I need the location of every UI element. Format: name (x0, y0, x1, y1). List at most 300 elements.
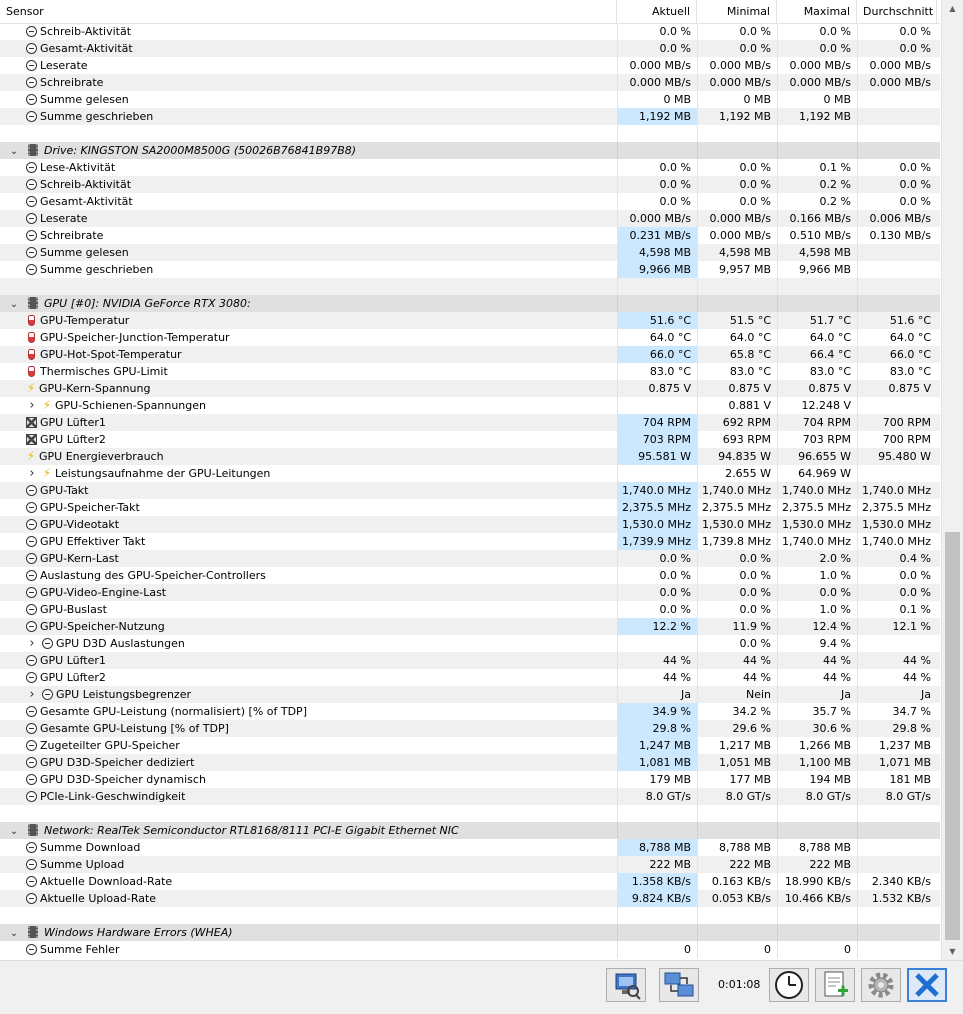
sensor-name (26, 40, 626, 57)
clock-icon (770, 969, 808, 1001)
collapse-chevron-icon[interactable]: ⌄ (9, 146, 19, 157)
clock-button[interactable] (769, 968, 809, 1002)
sensor-row[interactable] (0, 635, 940, 652)
header-current[interactable]: Aktuell (617, 0, 697, 23)
gauge-icon (26, 859, 37, 870)
value-minimum: 44 % (697, 669, 777, 686)
sensor-row[interactable] (0, 533, 940, 550)
value-minimum: 34.2 % (697, 703, 777, 720)
header-sensor[interactable]: Sensor (0, 0, 617, 23)
value-current: 0.000 MB/s (617, 57, 697, 74)
sensor-row[interactable] (0, 499, 940, 516)
value-current: 4,598 MB (617, 244, 697, 261)
sensor-group-header[interactable] (0, 924, 940, 941)
value-current: 1.358 KB/s (617, 873, 697, 890)
value-average (857, 91, 937, 108)
sensor-row[interactable] (0, 771, 940, 788)
sensor-name (26, 584, 626, 601)
value-minimum: 0.0 % (697, 176, 777, 193)
value-current (617, 397, 697, 414)
sensor-row[interactable] (0, 108, 940, 125)
value-current: 0.000 MB/s (617, 210, 697, 227)
expand-chevron-icon[interactable]: › (29, 398, 35, 413)
value-minimum: 8.0 GT/s (697, 788, 777, 805)
sensor-name (26, 839, 626, 856)
sensor-row[interactable] (0, 74, 940, 91)
gauge-icon (42, 689, 53, 700)
sensor-row[interactable] (0, 516, 940, 533)
value-average: 44 % (857, 669, 937, 686)
value-current: 0.000 MB/s (617, 74, 697, 91)
value-average: 0.0 % (857, 23, 937, 40)
gauge-icon (26, 247, 37, 258)
value-average: 0.130 MB/s (857, 227, 937, 244)
value-minimum (697, 924, 777, 941)
value-maximum: 1,530.0 MHz (777, 516, 857, 533)
sensor-name (26, 652, 626, 669)
sensor-row[interactable] (0, 856, 940, 873)
gauge-icon (26, 485, 37, 496)
settings-button[interactable] (861, 968, 901, 1002)
value-average (857, 108, 937, 125)
value-minimum: 0.0 % (697, 584, 777, 601)
value-maximum: 0.2 % (777, 193, 857, 210)
value-average (857, 635, 937, 652)
value-minimum: 0.000 MB/s (697, 210, 777, 227)
sensor-row[interactable] (0, 686, 940, 703)
collapse-chevron-icon[interactable]: ⌄ (9, 928, 19, 939)
sensor-name (26, 686, 626, 703)
row-label: Gesamte GPU-Leistung (normalisiert) [% of TDP] (40, 705, 307, 718)
close-icon (909, 970, 945, 1000)
row-label: Summe gelesen (40, 246, 129, 259)
sensor-name (26, 363, 626, 380)
fan-icon (26, 417, 37, 428)
row-label: GPU-Speicher-Takt (40, 501, 140, 514)
sensor-name (26, 346, 626, 363)
row-label: GPU-Schienen-Spannungen (55, 399, 206, 412)
value-current: 704 RPM (617, 414, 697, 431)
row-label: Windows Hardware Errors (WHEA) (44, 926, 233, 939)
row-label: GPU Energieverbrauch (39, 450, 164, 463)
value-average (857, 822, 937, 839)
value-minimum: 693 RPM (697, 431, 777, 448)
row-label: GPU Leistungsbegrenzer (56, 688, 191, 701)
value-current: 222 MB (617, 856, 697, 873)
sensor-row[interactable] (0, 176, 940, 193)
value-average: 0.4 % (857, 550, 937, 567)
spacer-row (0, 907, 940, 924)
value-current: 9,966 MB (617, 261, 697, 278)
row-label: Thermisches GPU-Limit (40, 365, 168, 378)
value-maximum: 1,740.0 MHz (777, 533, 857, 550)
value-maximum: 0.875 V (777, 380, 857, 397)
sensor-row[interactable] (0, 465, 940, 482)
value-maximum: 9,966 MB (777, 261, 857, 278)
row-label: Leistungsaufnahme der GPU-Leitungen (55, 467, 271, 480)
value-average: 34.7 % (857, 703, 937, 720)
sensor-name (26, 533, 626, 550)
thermometer-icon (28, 366, 35, 377)
sensor-row[interactable] (0, 890, 940, 907)
sensor-row[interactable] (0, 652, 940, 669)
sensor-row[interactable] (0, 244, 940, 261)
value-minimum (697, 805, 777, 822)
sensor-row[interactable] (0, 567, 940, 584)
sensor-row[interactable] (0, 91, 940, 108)
sensor-row[interactable] (0, 839, 940, 856)
gauge-icon (26, 536, 37, 547)
sensor-name (26, 601, 626, 618)
sensor-row[interactable] (0, 550, 940, 567)
sensor-name (26, 210, 626, 227)
value-maximum: 0.000 MB/s (777, 57, 857, 74)
sensor-row[interactable] (0, 414, 940, 431)
value-maximum: 8,788 MB (777, 839, 857, 856)
value-average (857, 125, 937, 142)
sensor-name (26, 91, 626, 108)
row-label: Schreibrate (40, 229, 104, 242)
value-average: 0.000 MB/s (857, 74, 937, 91)
value-current: 703 RPM (617, 431, 697, 448)
value-current (617, 465, 697, 482)
value-maximum: 1,100 MB (777, 754, 857, 771)
value-minimum: 1,192 MB (697, 108, 777, 125)
sensor-name (26, 329, 626, 346)
sensor-row[interactable] (0, 482, 940, 499)
chip-icon (28, 824, 38, 836)
sensor-row[interactable] (0, 873, 940, 890)
sensor-row[interactable] (0, 210, 940, 227)
collapse-chevron-icon[interactable]: ⌄ (9, 826, 19, 837)
value-current: 1,530.0 MHz (617, 516, 697, 533)
row-label: Summe geschrieben (40, 110, 154, 123)
value-maximum: 64.969 W (777, 465, 857, 482)
sensor-row[interactable] (0, 720, 940, 737)
row-label: GPU-Video-Engine-Last (40, 586, 167, 599)
sensor-name (26, 312, 626, 329)
sensor-name (26, 788, 626, 805)
value-minimum: 177 MB (697, 771, 777, 788)
gauge-icon (26, 230, 37, 241)
sensor-name (26, 516, 626, 533)
row-label: GPU Lüfter2 (40, 433, 106, 446)
value-average: 0.0 % (857, 584, 937, 601)
value-minimum: Nein (697, 686, 777, 703)
value-average (857, 924, 937, 941)
sensor-tree[interactable] (0, 23, 940, 958)
sensor-name (26, 380, 626, 397)
value-average: 64.0 °C (857, 329, 937, 346)
network-button[interactable] (606, 968, 646, 1002)
sensor-row[interactable] (0, 788, 940, 805)
gauge-icon (26, 723, 37, 734)
sensor-row[interactable] (0, 601, 940, 618)
value-current: 0.0 % (617, 159, 697, 176)
sensor-row[interactable] (0, 703, 940, 720)
value-maximum: 44 % (777, 652, 857, 669)
sensor-name (26, 448, 626, 465)
row-label: GPU-Temperatur (40, 314, 130, 327)
sensor-name (26, 108, 626, 125)
sensor-row[interactable] (0, 380, 940, 397)
value-average: 95.480 W (857, 448, 937, 465)
value-maximum (777, 822, 857, 839)
sensor-name (26, 754, 626, 771)
value-minimum: 0.000 MB/s (697, 227, 777, 244)
thermometer-icon (28, 349, 35, 360)
value-current: 1,740.0 MHz (617, 482, 697, 499)
value-maximum (777, 295, 857, 312)
value-maximum: 0.0 % (777, 584, 857, 601)
value-current: 0.875 V (617, 380, 697, 397)
gauge-icon (26, 111, 37, 122)
value-minimum: 692 RPM (697, 414, 777, 431)
value-maximum: 35.7 % (777, 703, 857, 720)
value-maximum (777, 907, 857, 924)
value-maximum: 51.7 °C (777, 312, 857, 329)
column-header (0, 0, 940, 24)
sensor-row[interactable] (0, 329, 940, 346)
sensor-name (26, 57, 626, 74)
row-label: GPU [#0]: NVIDIA GeForce RTX 3080: (44, 297, 251, 310)
sensor-group-header[interactable] (0, 822, 940, 839)
sensor-row[interactable] (0, 737, 940, 754)
value-minimum: 11.9 % (697, 618, 777, 635)
value-average (857, 261, 937, 278)
row-label: GPU D3D-Speicher dediziert (40, 756, 195, 769)
sensor-row[interactable] (0, 397, 940, 414)
value-average: 2,375.5 MHz (857, 499, 937, 516)
value-current (617, 125, 697, 142)
row-label: Summe Fehler (40, 943, 120, 956)
header-average[interactable]: Durchschnitt (857, 0, 937, 23)
group-label (8, 822, 608, 839)
settings-icon (862, 969, 900, 1001)
value-average (857, 805, 937, 822)
sensor-row[interactable] (0, 941, 940, 958)
gauge-icon (26, 791, 37, 802)
group-label (8, 142, 608, 159)
value-maximum: 703 RPM (777, 431, 857, 448)
value-average: 181 MB (857, 771, 937, 788)
value-current: 0.0 % (617, 584, 697, 601)
scroll-down-icon[interactable]: ▼ (949, 947, 956, 956)
value-maximum: 1,192 MB (777, 108, 857, 125)
value-current (617, 907, 697, 924)
spacer-row (0, 805, 940, 822)
thermometer-icon (28, 332, 35, 343)
value-average: 1,740.0 MHz (857, 482, 937, 499)
sensor-name (26, 431, 626, 448)
sensor-row[interactable] (0, 669, 940, 686)
sensor-name (26, 856, 626, 873)
sensor-group-header[interactable] (0, 295, 940, 312)
row-label: GPU-Kern-Last (40, 552, 119, 565)
gauge-icon (26, 621, 37, 632)
value-average (857, 244, 937, 261)
gauge-icon (26, 944, 37, 955)
value-current: 0.0 % (617, 193, 697, 210)
sensor-name (26, 23, 626, 40)
sensor-row[interactable] (0, 431, 940, 448)
value-minimum: 0.000 MB/s (697, 74, 777, 91)
sensor-row[interactable] (0, 40, 940, 57)
value-current: 2,375.5 MHz (617, 499, 697, 516)
row-label: Schreib-Aktivität (40, 178, 132, 191)
value-current: 44 % (617, 669, 697, 686)
connect-button[interactable] (659, 968, 699, 1002)
row-label: Aktuelle Upload-Rate (40, 892, 157, 905)
gauge-icon (26, 876, 37, 887)
header-minimum[interactable]: Minimal (697, 0, 777, 23)
value-average (857, 278, 937, 295)
sensor-row[interactable] (0, 584, 940, 601)
value-average: 700 RPM (857, 431, 937, 448)
value-minimum: 51.5 °C (697, 312, 777, 329)
sensor-row[interactable] (0, 159, 940, 176)
value-maximum: Ja (777, 686, 857, 703)
row-label: Summe gelesen (40, 93, 129, 106)
value-maximum: 2.0 % (777, 550, 857, 567)
sensor-name (26, 669, 626, 686)
value-maximum: 2,375.5 MHz (777, 499, 857, 516)
value-current (617, 822, 697, 839)
value-current: 0.0 % (617, 23, 697, 40)
row-label: GPU-Buslast (40, 603, 107, 616)
value-average (857, 465, 937, 482)
value-current: 0.231 MB/s (617, 227, 697, 244)
value-minimum: 1,740.0 MHz (697, 482, 777, 499)
value-maximum: 66.4 °C (777, 346, 857, 363)
value-average: 0.0 % (857, 40, 937, 57)
scroll-up-icon[interactable]: ▲ (949, 4, 956, 13)
row-label: Summe geschrieben (40, 263, 154, 276)
value-current: 1,739.9 MHz (617, 533, 697, 550)
value-maximum (777, 125, 857, 142)
value-current: 0.0 % (617, 40, 697, 57)
value-minimum: 0.053 KB/s (697, 890, 777, 907)
row-label: GPU-Speicher-Nutzung (40, 620, 165, 633)
lightning-icon: ⚡ (26, 381, 36, 395)
value-maximum: 44 % (777, 669, 857, 686)
value-maximum: 0.1 % (777, 159, 857, 176)
sensor-row[interactable] (0, 57, 940, 74)
sensor-group-header[interactable] (0, 142, 940, 159)
gauge-icon (26, 196, 37, 207)
value-minimum: 1,739.8 MHz (697, 533, 777, 550)
gauge-icon (26, 94, 37, 105)
row-label: GPU-Speicher-Junction-Temperatur (40, 331, 230, 344)
row-label: Summe Download (40, 841, 141, 854)
value-minimum (697, 142, 777, 159)
lightning-icon: ⚡ (26, 449, 36, 463)
row-label: Network: RealTek Semiconductor RTL8168/8111 PCI-E Gigabit Ethernet NIC (44, 824, 459, 837)
value-current: 0.0 % (617, 176, 697, 193)
sensor-row[interactable] (0, 448, 940, 465)
value-maximum: 0 MB (777, 91, 857, 108)
gauge-icon (26, 757, 37, 768)
value-current: 1,247 MB (617, 737, 697, 754)
value-current: 0.0 % (617, 550, 697, 567)
expand-chevron-icon[interactable]: › (29, 636, 35, 651)
value-current: 0 MB (617, 91, 697, 108)
sensor-row[interactable] (0, 754, 940, 771)
chip-icon (28, 926, 38, 938)
sensor-row[interactable] (0, 618, 940, 635)
value-current: Ja (617, 686, 697, 703)
gauge-icon (26, 77, 37, 88)
value-current: 12.2 % (617, 618, 697, 635)
value-current: 34.9 % (617, 703, 697, 720)
value-average: 2.340 KB/s (857, 873, 937, 890)
value-minimum (697, 907, 777, 924)
row-label: Gesamt-Aktivität (40, 195, 133, 208)
value-minimum: 2,375.5 MHz (697, 499, 777, 516)
value-minimum: 94.835 W (697, 448, 777, 465)
lightning-icon: ⚡ (42, 398, 52, 412)
value-maximum: 10.466 KB/s (777, 890, 857, 907)
lightning-icon: ⚡ (42, 466, 52, 480)
row-label: Schreib-Aktivität (40, 25, 132, 38)
value-average: 700 RPM (857, 414, 937, 431)
sensor-name (26, 703, 626, 720)
sensor-name (26, 244, 626, 261)
value-minimum: 0.0 % (697, 159, 777, 176)
value-minimum (697, 822, 777, 839)
collapse-chevron-icon[interactable]: ⌄ (9, 299, 19, 310)
sensor-name (26, 261, 626, 278)
sensor-row[interactable] (0, 261, 940, 278)
value-minimum (697, 295, 777, 312)
sensor-row[interactable] (0, 312, 940, 329)
log-button[interactable] (815, 968, 855, 1002)
vertical-scrollbar[interactable] (941, 0, 963, 960)
value-minimum: 0.0 % (697, 567, 777, 584)
sensor-row[interactable] (0, 363, 940, 380)
row-label: Auslastung des GPU-Speicher-Controllers (40, 569, 266, 582)
row-label: GPU D3D-Speicher dynamisch (40, 773, 206, 786)
value-minimum: 0.0 % (697, 193, 777, 210)
header-maximum[interactable]: Maximal (777, 0, 857, 23)
value-current (617, 924, 697, 941)
row-label: GPU-Takt (40, 484, 89, 497)
value-maximum: 1,740.0 MHz (777, 482, 857, 499)
value-current: 179 MB (617, 771, 697, 788)
gauge-icon (26, 553, 37, 564)
sensor-row[interactable] (0, 346, 940, 363)
value-minimum: 0.0 % (697, 23, 777, 40)
bottom-toolbar (0, 960, 963, 1014)
expand-chevron-icon[interactable]: › (29, 687, 35, 702)
close-button[interactable] (907, 968, 947, 1002)
sensor-row[interactable] (0, 227, 940, 244)
sensor-name (26, 159, 626, 176)
value-maximum (777, 142, 857, 159)
sensor-row[interactable] (0, 193, 940, 210)
row-label: GPU Lüfter1 (40, 654, 106, 667)
sensor-row[interactable] (0, 23, 940, 40)
value-average (857, 907, 937, 924)
value-current: 0 (617, 941, 697, 958)
value-average: 0.000 MB/s (857, 57, 937, 74)
scroll-thumb[interactable] (945, 532, 960, 940)
expand-chevron-icon[interactable]: › (29, 466, 35, 481)
gauge-icon (26, 774, 37, 785)
value-average (857, 941, 937, 958)
value-maximum: 8.0 GT/s (777, 788, 857, 805)
row-label: Gesamte GPU-Leistung [% of TDP] (40, 722, 229, 735)
